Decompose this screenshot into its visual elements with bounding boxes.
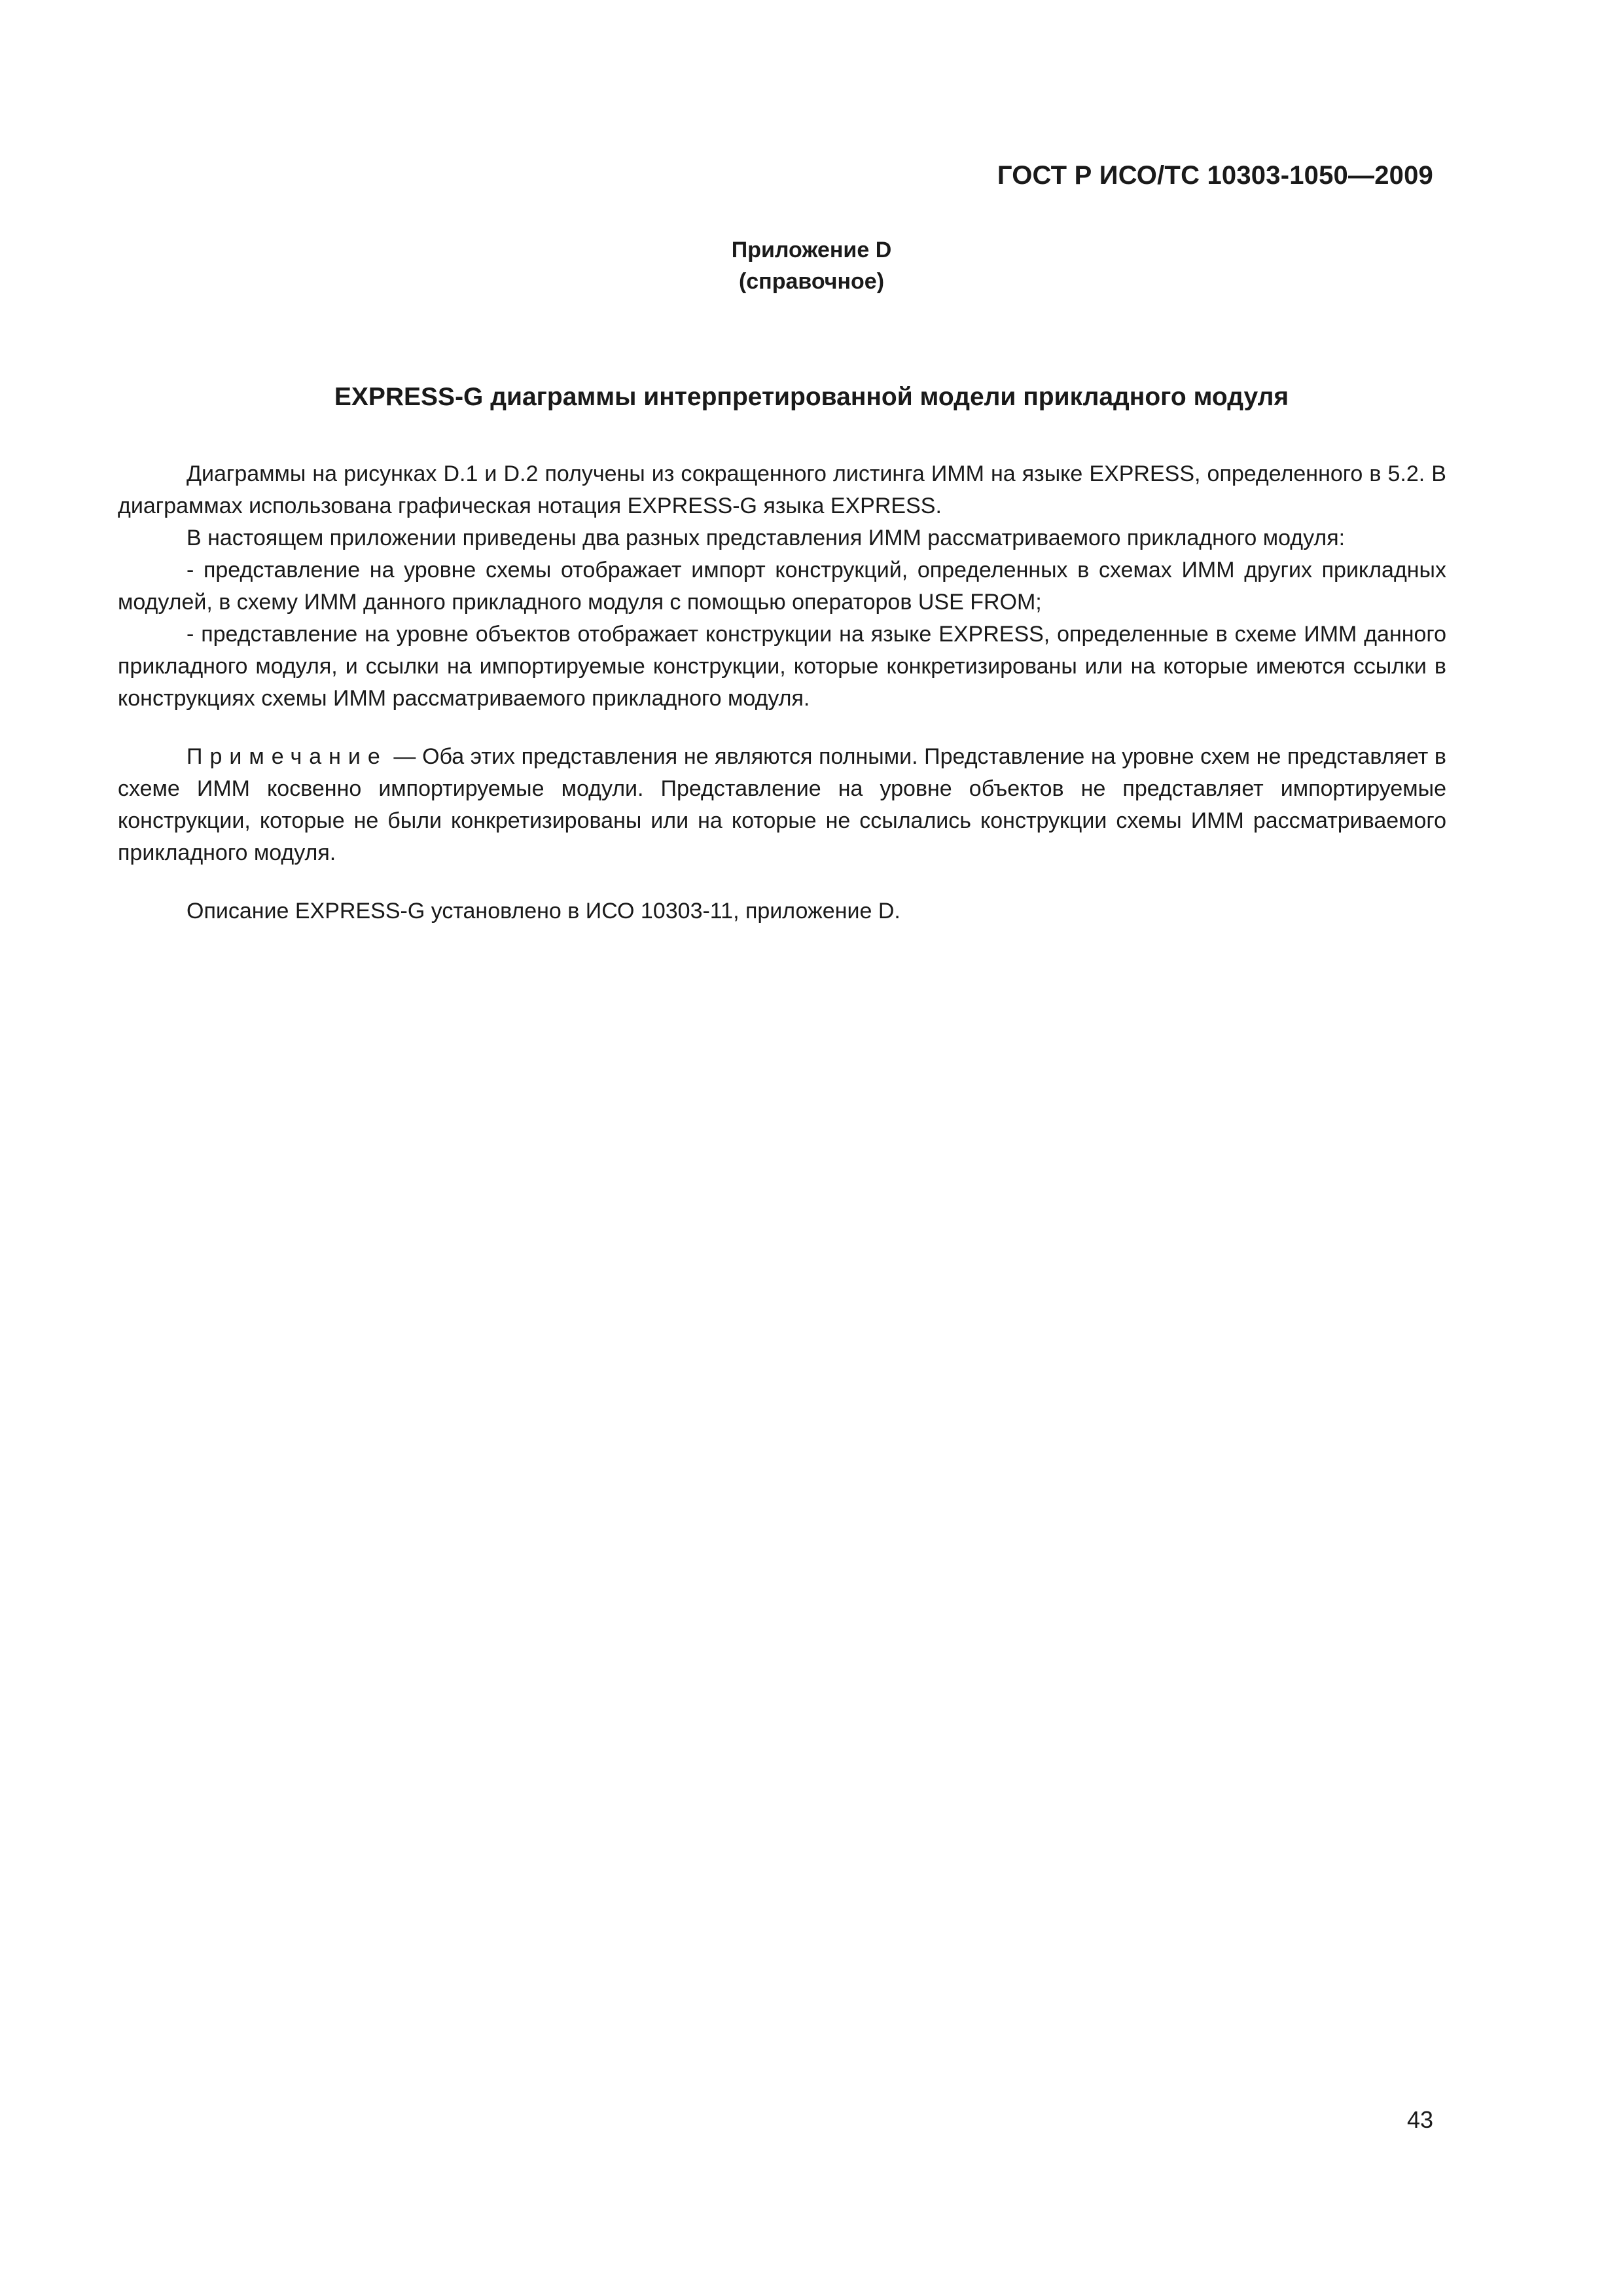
note-label: Примечание (187, 744, 387, 769)
paragraph-intro: Диаграммы на рисунках D.1 и D.2 получены из сокращенного листинга ИММ на языке EXPRESS, определенного в 5.2. В диаграммах использована графическая нотация EXPRESS-G языка EXPRESS. (118, 461, 1446, 518)
note-paragraph (118, 741, 1446, 869)
annex-heading (0, 234, 1623, 297)
page-number: 43 (1406, 2106, 1433, 2133)
paragraph-schema-level: - представление на уровне схемы отображает импорт конструкций, определенных в схемах ИММ других прикладных модулей, в схему ИММ данного прикладного модуля с помощью операторов USE FROM; (118, 558, 1446, 615)
paragraph-express-g-reference: Описание EXPRESS-G установлено в ИСО 10303-11, приложение D. (187, 899, 901, 924)
annex-type: (справочное) (738, 269, 885, 294)
annex-title: EXPRESS-G диаграммы интерпретированной модели прикладного модуля (334, 383, 1289, 411)
document-body (118, 458, 1446, 927)
annex-label: Приложение D (731, 238, 892, 262)
paragraph-representations: В настоящем приложении приведены два разных представления ИММ рассматриваемого прикладного модуля: (187, 526, 1346, 550)
document-header-code: ГОСТ Р ИСО/ТС 10303-1050—2009 (997, 161, 1433, 190)
paragraph-object-level: - представление на уровне объектов отображает конструкции на языке EXPRESS, определенные в схеме ИММ данного прикладного модуля, и ссылки на импортируемые конструкции, которые конкретизированы или на которые имеются ссылки в конструкциях схемы ИММ рассматриваемого прикладного модуля. (118, 622, 1446, 711)
note-text: — Оба этих представления не являются полными. Представление на уровне схем не представляет в схеме ИММ косвенно импортируемые модули. Представление на уровне объектов не представляет импортируемые конструкции, которые не были конкретизированы или на которые не ссылались конструкции схемы ИММ рассматриваемого прикладного модуля. (118, 744, 1446, 865)
